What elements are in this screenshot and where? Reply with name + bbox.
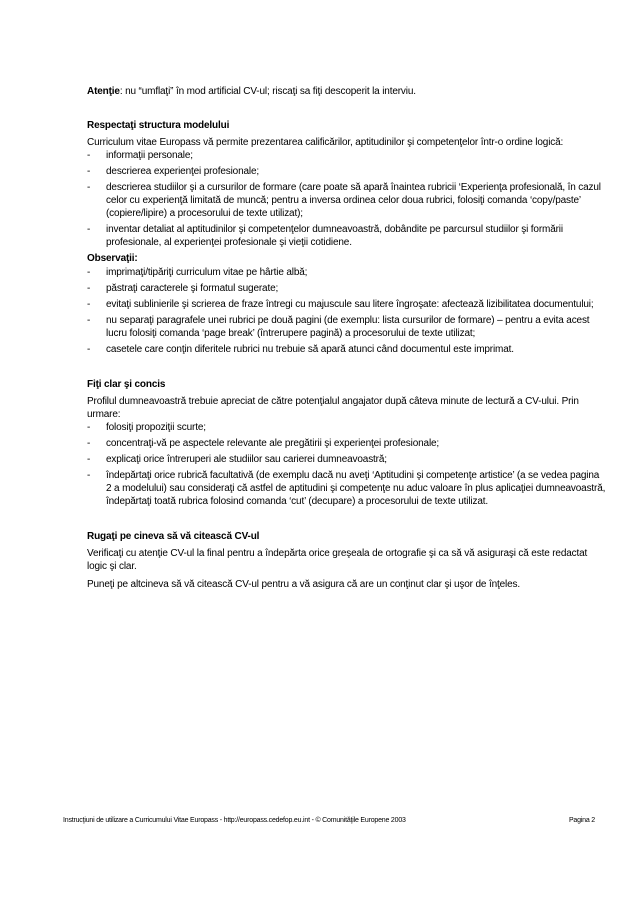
list-dash: - [87, 150, 91, 161]
page-number: Pagina 2 [568, 817, 595, 824]
list-item: - informaţii personale; [87, 150, 193, 161]
list-item: - concentraţi-vă pe aspectele relevante ale pregătirii şi experienţei profesionale; [87, 438, 440, 449]
attention-note [87, 85, 607, 98]
section-clear-intro: Profilul dumneavoastră trebuie apreciat de către potenţialul angajator după câteva minute de lectură a CV-ului. Prin urmare: [87, 396, 579, 420]
list-dash: - [87, 422, 91, 433]
section-review-para-2: Puneţi pe altcineva să vă citească CV-ul pentru a vă asigura că are un conţinut clar şi uşor de înţeles. [87, 579, 520, 590]
list-item: - păstraţi caracterele şi formatul sugerate; [87, 283, 279, 294]
section-review-para-1: Verificaţi cu atenţie CV-ul la final pentru a îndepărta orice greşeala de ortografie şi ca să vă asiguraşi că este redactat logic şi clar. [87, 548, 588, 572]
structure-list [87, 149, 607, 249]
list-item: - nu separaţi paragrafele unei rubrici pe două pagini (de exemplu: lista cursurilor de formare) – pentru a evita acest lucru folosiţi comanda ‘page break’ (întrerupere pagină) a procesorului de texte utilizat; [87, 315, 590, 339]
list-dash: - [87, 166, 91, 177]
list-item: - evitaţi sublinierile şi scrierea de fraze întregi cu majuscule sau litere îngroşate: afectează lizibilitatea documentului; [87, 299, 594, 310]
attention-label: Atenţie [87, 86, 120, 97]
section-structure-intro: Curriculum vitae Europass vă permite prezentarea calificărilor, aptitudinilor şi competenţelor într-o ordine logică: [87, 137, 564, 148]
footer-source: Instrucţiuni de utilizare a Curricumului Vitae Europass - http://europass.cedefop.eu.int - © Comunităţile Europene 2003 [63, 817, 406, 824]
list-item: - folosiţi propoziţii scurte; [87, 422, 206, 433]
list-item: - îndepărtaţi orice rubrică facultativă (de exemplu dacă nu aveţi ‘Aptitudini şi competenţe artistice’ (a se vedea pagina 2 a modelului) sau consideraţi că astfel de aptitudini şi competenţe nu aduc valoare în plus aplicaţiei dumneavoastră, îndepărtaţi toată rubrica folosind comanda ‘cut’ (decupare) a procesorului de texte utilizat. [87, 470, 606, 507]
list-item: - casetele care conţin diferitele rubrici nu trebuie să apară atunci când documentul este imprimat. [87, 344, 514, 355]
section-title-structure: Respectaţi structura modelului [87, 120, 230, 131]
list-dash: - [87, 283, 91, 294]
document-body [87, 85, 607, 591]
list-item: - explicaţi orice întreruperi ale studiilor sau carierei dumneavoastră; [87, 454, 387, 465]
observations-title: Observaţii: [87, 253, 138, 264]
list-dash: - [87, 182, 91, 193]
list-dash: - [87, 438, 91, 449]
list-dash: - [87, 470, 91, 481]
list-item: - imprimaţi/tipăriţi curriculum vitae pe hârtie albă; [87, 267, 308, 278]
section-title-review: Rugaţi pe cineva să vă citească CV-ul [87, 531, 260, 542]
list-dash: - [87, 299, 91, 310]
list-item: - descrierea experienţei profesionale; [87, 166, 260, 177]
list-dash: - [87, 454, 91, 465]
list-dash: - [87, 315, 91, 326]
clear-list [87, 421, 607, 508]
list-dash: - [87, 224, 91, 235]
list-dash: - [87, 267, 91, 278]
list-item: - inventar detaliat al aptitudinilor şi competenţelor dumneavoastră, dobândite pe parcursul studiilor şi formării profesionale, al experienţei profesionale şi vieţii cotidiene. [87, 224, 563, 248]
attention-text: : nu “umflaţi” în mod artificial CV-ul; riscaţi sa fiţi descoperit la interviu. [119, 86, 416, 97]
list-item: - descrierea studiilor şi a cursurilor de formare (care poate să apară înaintea rubricii ‘Experienţa profesională, în cazul celor cu experienţă limitată de muncă; pentru a inversa ordinea celor doua rubrici, folosiţi comanda ‘copy/paste’ (copiere/lipire) a procesorului de texte utilizat); [87, 182, 601, 219]
section-title-clear: Fiţi clar şi concis [87, 379, 166, 390]
list-dash: - [87, 344, 91, 355]
observations-list [87, 266, 607, 356]
